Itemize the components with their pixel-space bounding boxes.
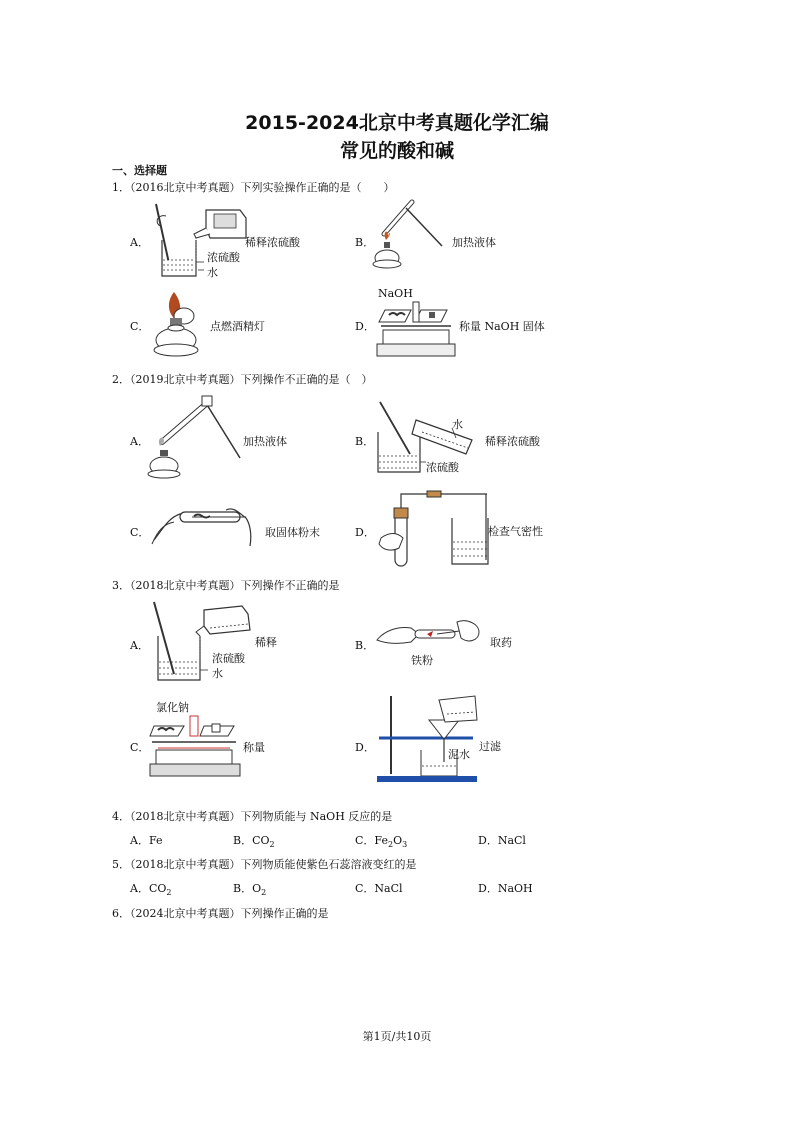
choice-letter: A． [130,882,149,895]
page-footer: 第1页/共10页 [362,1030,432,1043]
q2d-label-check-seal: 检查气密性 [488,525,543,538]
q3b-take-drug-figure [375,614,487,654]
choice-text: O [252,882,262,895]
question-5-stem: 5．（2018北京中考真题）下列物质能使紫色石蕊溶液变红的是 [112,858,417,871]
q3d-filtration-figure [373,692,481,784]
choice-text: NaOH [497,882,533,895]
q5-choice-a [130,880,171,897]
choice-text: Fe [148,834,163,847]
choice-subscript-2: 3 [402,840,408,850]
q1b-heating-figure [372,198,452,278]
q3a-label-dilute: 稀释 [255,636,277,649]
q2-option-a: A． [130,435,149,448]
q1-option-a: A． [130,236,149,249]
q3c-balance-figure [146,714,246,778]
question-4-stem: 4．（2018北京中考真题）下列物质能与 NaOH 反应的是 [112,810,393,823]
choice-text: CO [252,834,270,847]
choice-text: NaCl [497,834,526,847]
q1-option-d: D． [355,320,375,333]
q3b-label-take: 取药 [490,636,512,649]
q3-option-b: B． [355,639,375,652]
q2a-heating-figure [146,394,242,486]
q2b-label-conc-acid: 浓硫酸 [426,461,459,474]
q1d-balance-figure [375,300,457,362]
q3b-label-iron-powder: 铁粉 [411,654,433,667]
q1c-alcohol-lamp-figure [148,288,210,362]
q1-option-b: B． [355,236,375,249]
q3d-label-mud-water: 泥水 [448,748,470,761]
choice-letter: A． [130,834,149,847]
q3-option-c: C． [130,741,150,754]
q3a-label-water: 水 [212,667,223,680]
q1b-label-heat: 加热液体 [452,236,496,249]
question-3-stem: 3．（2018北京中考真题）下列操作不正确的是 [112,579,340,592]
q3-option-a: A． [130,639,149,652]
q1-option-c: C． [130,320,150,333]
q2-option-b: B． [355,435,375,448]
q1a-label-water: 水 [207,266,218,279]
q1c-label-light-lamp: 点燃酒精灯 [210,320,265,333]
choice-letter: B． [233,834,253,847]
choice-letter: D． [478,882,498,895]
q4-choice-a [130,832,163,848]
q5-choice-b [233,880,266,897]
q2a-label-heat: 加热液体 [243,435,287,448]
q2-option-c: C． [130,526,150,539]
page-subtitle: 常见的酸和碱 [339,140,454,162]
q2b-label-water: 水 [452,418,463,431]
choice-letter: C． [355,882,375,895]
q3c-label-weigh: 称量 [243,741,265,754]
q2c-powder-figure [150,500,254,550]
choice-subscript: 2 [387,840,394,850]
q2c-label-take-powder: 取固体粉末 [265,526,320,539]
q5-choice-d [478,880,533,896]
q3-option-d: D． [355,741,375,754]
q3d-label-filter: 过滤 [479,740,501,753]
q1a-label-dilute: 稀释浓硫酸 [245,236,300,249]
question-2-stem: 2．（2019北京中考真题）下列操作不正确的是（ ） [112,373,373,386]
question-1-stem: 1．（2016北京中考真题）下列实验操作正确的是（ ） [112,181,395,194]
page-title: 2015-2024北京中考真题化学汇编 [245,112,549,134]
choice-subscript: 2 [166,888,172,898]
q4-choice-d [478,832,526,848]
choice-text: CO [148,882,167,895]
q1a-dilution-figure [148,198,258,280]
question-6-stem: 6．（2024北京中考真题）下列操作正确的是 [112,907,329,920]
choice-letter: B． [233,882,253,895]
choice-text: Fe [374,834,388,847]
choice-letter: C． [355,834,375,847]
choice-letter: D． [478,834,498,847]
q4-choice-c [355,832,407,849]
q2-option-d: D． [355,526,375,539]
q5-choice-c [355,880,403,896]
q1d-label-naoh: NaOH [378,287,413,300]
q1a-label-conc-acid: 浓硫酸 [207,251,240,264]
q2b-dilution-figure [372,398,476,476]
choice-subscript: 2 [269,840,275,850]
q2d-beaker [448,494,490,570]
choice-text: NaCl [374,882,403,895]
q3c-label-nacl: 氯化钠 [156,701,189,714]
q2b-label-dilute: 稀释浓硫酸 [485,435,540,448]
q3a-dilution-figure [148,598,258,684]
choice-subscript: 2 [261,888,267,898]
choice-text-tail: O [393,834,403,847]
q1d-label-weigh: 称量 NaOH 固体 [459,320,545,333]
q4-choice-b [233,832,275,849]
section-heading: 一、选择题 [112,164,167,177]
q3a-label-conc-acid: 浓硫酸 [212,652,245,665]
